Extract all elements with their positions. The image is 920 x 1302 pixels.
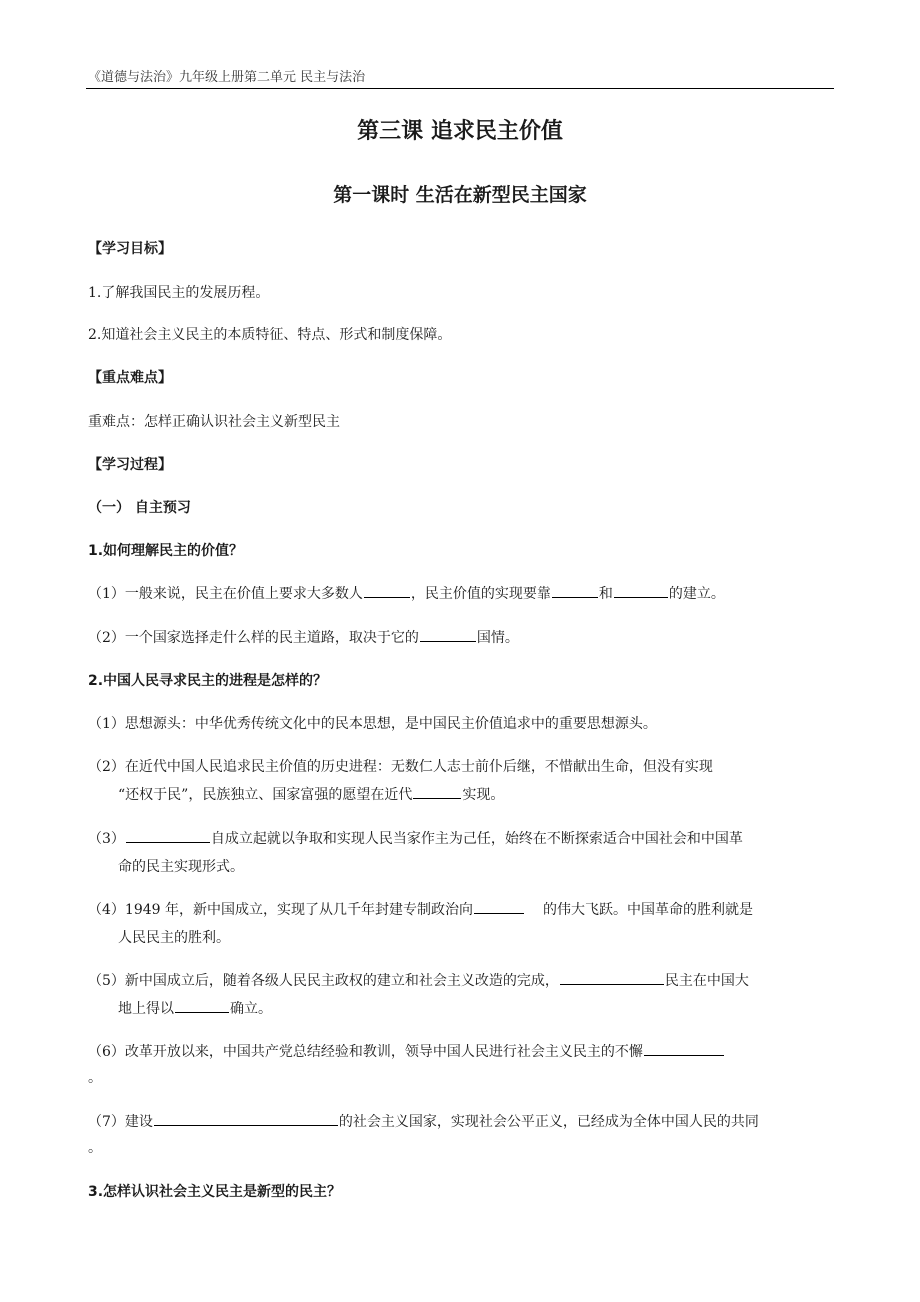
q1-item-1 (88, 583, 725, 603)
q2-2-text-b: “还权于民”，民族独立、国家富强的愿望在近代 (118, 787, 413, 803)
key-text: 重难点：怎样正确认识社会主义新型民主 (88, 414, 340, 430)
q1-item-2 (88, 627, 519, 647)
q2-item-2-line-2 (118, 784, 504, 804)
q2-7-text-a: （7）建设 (88, 1114, 153, 1130)
q2-5-text-b: 民主在中国大 (664, 973, 749, 989)
blank-field[interactable] (552, 583, 598, 598)
blank-field[interactable] (413, 784, 461, 799)
q2-4-text-a: （4）1949 年，新中国成立，实现了从几千年封建专制政治向 (88, 902, 473, 918)
blank-field[interactable] (154, 1111, 338, 1126)
q2-item-1: （1）思想源头：中华优秀传统文化中的民本思想，是中国民主价值追求中的重要思想源头。 (88, 716, 657, 732)
q2-item-5-line-1 (88, 970, 749, 990)
q2-3-text-a: （3） (88, 831, 125, 847)
q2-3-text-b: 自成立起就以争取和实现人民当家作主为己任，始终在不断探索适合中国社会和中国革 (210, 831, 743, 847)
q2-4-text-b: 的伟大飞跃。中国革命的胜利就是 (543, 902, 753, 918)
q1-1-text-a: （1）一般来说，民主在价值上要求大多数人 (88, 586, 363, 602)
q1-1-text-b: ，民主价值的实现要靠 (410, 586, 551, 602)
blank-field[interactable] (420, 627, 476, 642)
q2-item-3-line-1 (88, 828, 743, 848)
q1-1-text-d: 的建立。 (668, 586, 725, 602)
q2-7-text-b: 的社会主义国家，实现社会公平正义，已经成为全体中国人民的共同 (338, 1114, 759, 1130)
q2-5-text-a: （5）新中国成立后，随着各级人民民主政权的建立和社会主义改造的完成， (88, 973, 559, 989)
question-1: 1.如何理解民主的价值？ (88, 543, 244, 559)
q2-item-2-line-1: （2）在近代中国人民追求民主价值的历史进程：无数仁人志士前仆后继，不惜献出生命，但没有实现 (88, 759, 713, 775)
q2-item-6-line-2: 。 (88, 1070, 102, 1086)
goal-1: 1.了解我国民主的发展历程。 (88, 285, 270, 301)
q2-6-text-a: （6）改革开放以来，中国共产党总结经验和教训，领导中国人民进行社会主义民主的不懈 (88, 1044, 643, 1060)
goals-heading: 【学习目标】 (88, 241, 172, 257)
q2-item-4-line-2: 人民民主的胜利。 (118, 930, 230, 946)
blank-field[interactable] (560, 970, 664, 985)
blank-field[interactable] (126, 828, 210, 843)
lesson-subtitle: 第一课时 生活在新型民主国家 (333, 184, 587, 206)
blank-field[interactable] (474, 899, 524, 914)
q2-item-4-line-1 (88, 899, 753, 919)
blank-field[interactable] (175, 998, 229, 1013)
running-header: 《道德与法治》九年级上册第二单元 民主与法治 (88, 70, 366, 85)
question-3: 3.怎样认识社会主义民主是新型的民主？ (88, 1184, 342, 1200)
blank-field[interactable] (644, 1041, 724, 1056)
q2-item-7-line-2: 。 (88, 1140, 102, 1156)
q2-5-text-d: 确立。 (230, 1001, 272, 1017)
question-2: 2.中国人民寻求民主的进程是怎样的？ (88, 673, 328, 689)
q2-item-5-line-2 (118, 998, 272, 1018)
key-heading: 【重点难点】 (88, 370, 172, 386)
blank-field[interactable] (364, 583, 410, 598)
q2-item-7-line-1 (88, 1111, 759, 1131)
goal-2: 2.知道社会主义民主的本质特征、特点、形式和制度保障。 (88, 327, 452, 343)
blank-field[interactable] (614, 583, 668, 598)
q2-item-3-line-2: 命的民主实现形式。 (118, 859, 244, 875)
q1-2-text-a: （2）一个国家选择走什么样的民主道路，取决于它的 (88, 630, 419, 646)
lesson-title: 第三课 追求民主价值 (357, 119, 563, 144)
process-heading: 【学习过程】 (88, 457, 172, 473)
q2-item-6-line-1 (88, 1041, 725, 1061)
q2-2-text-c: 实现。 (462, 787, 505, 803)
q1-1-text-c: 和 (598, 586, 613, 602)
q1-2-text-b: 国情。 (476, 630, 519, 646)
part1-heading: （一） 自主预习 (88, 500, 191, 516)
q2-5-text-c: 地上得以 (118, 1001, 174, 1017)
header-rule (86, 88, 834, 89)
